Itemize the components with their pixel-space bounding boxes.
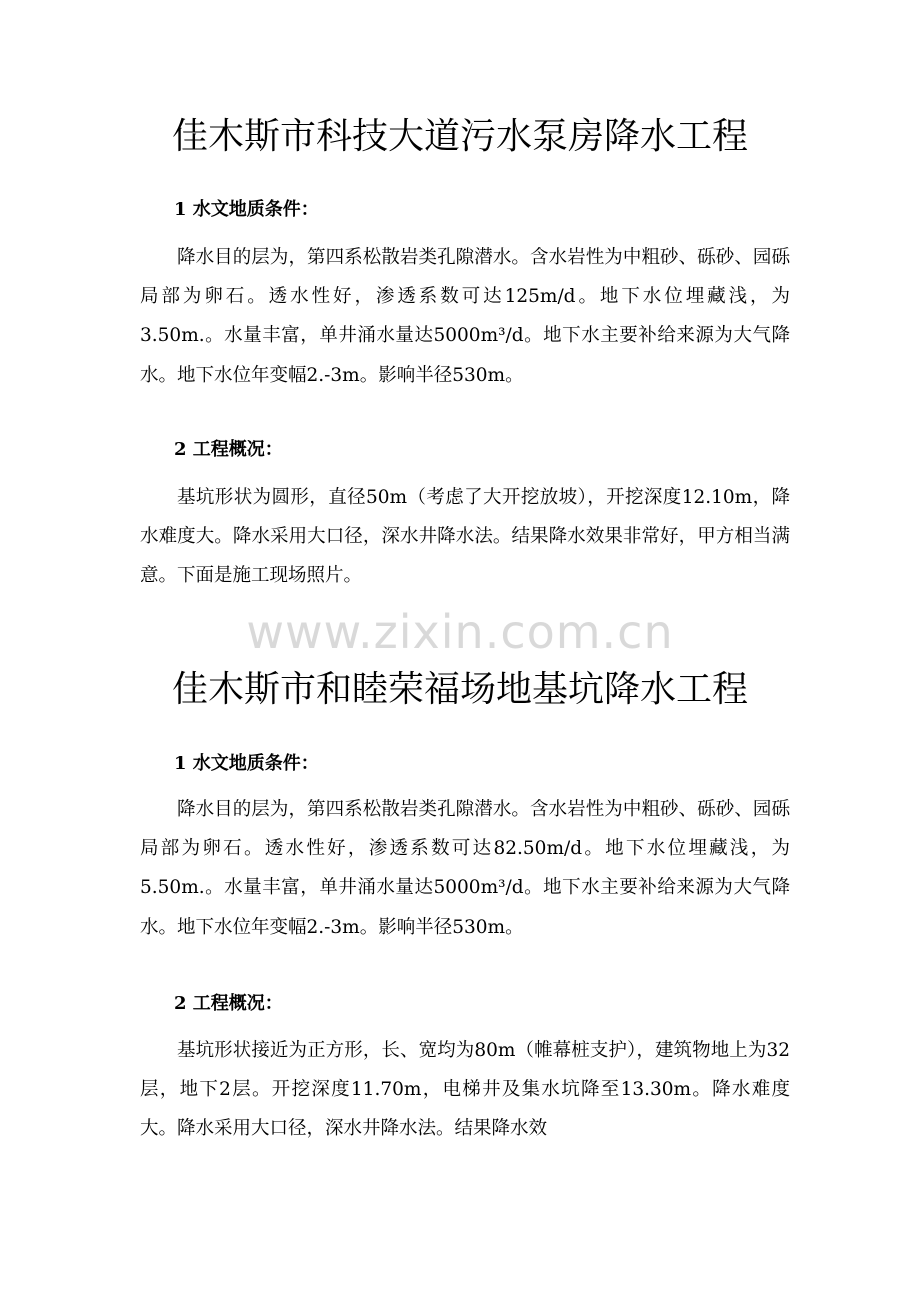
project2-section2-text: 基坑形状接近为正方形，长、宽均为80m（帷幕桩支护），建筑物地上为32层，地下2层。开挖深度11.70m，电梯井及集水坑降至13.30m。降水难度大。降水采用大口径，深水井降水法。结果降水效 [140,1040,790,1140]
project1-section1-text: 降水目的层为，第四系松散岩类孔隙潜水。含水岩性为中粗砂、砾砂、园砾局部为卵石。透水性好，渗透系数可达125m/d。地下水位埋藏浅，为3.50m.。水量丰富，单井涌水量达5000m³/d。地下水主要补给来源为大气降水。地下水位年变幅2.-3m。影响半径530m。 [140,247,790,386]
project2-section1-text: 降水目的层为，第四系松散岩类孔隙潜水。含水岩性为中粗砂、砾砂、园砾局部为卵石。透水性好，渗透系数可达82.50m/d。地下水位埋藏浅，为5.50m.。水量丰富，单井涌水量达5000m³/d。地下水主要补给来源为大气降水。地下水位年变幅2.-3m。影响半径530m。 [140,799,790,938]
project1-section1-heading: 1 水文地质条件： [174,199,319,220]
project1-section2-heading: 2 工程概况： [174,439,283,460]
project2-title: 佳木斯市和睦荣福场地基坑降水工程 [171,669,748,710]
watermark: www.zixin.com.cn [246,605,674,659]
project2-section1-heading: 1 水文地质条件： [174,753,319,774]
project2-section2-heading: 2 工程概况： [174,993,283,1014]
project1-section2-text: 基坑形状为圆形，直径50m（考虑了大开挖放坡），开挖深度12.10m，降水难度大。降水采用大口径，深水井降水法。结果降水效果非常好，甲方相当满意。下面是施工现场照片。 [140,487,790,587]
project1-title: 佳木斯市科技大道污水泵房降水工程 [171,116,748,157]
